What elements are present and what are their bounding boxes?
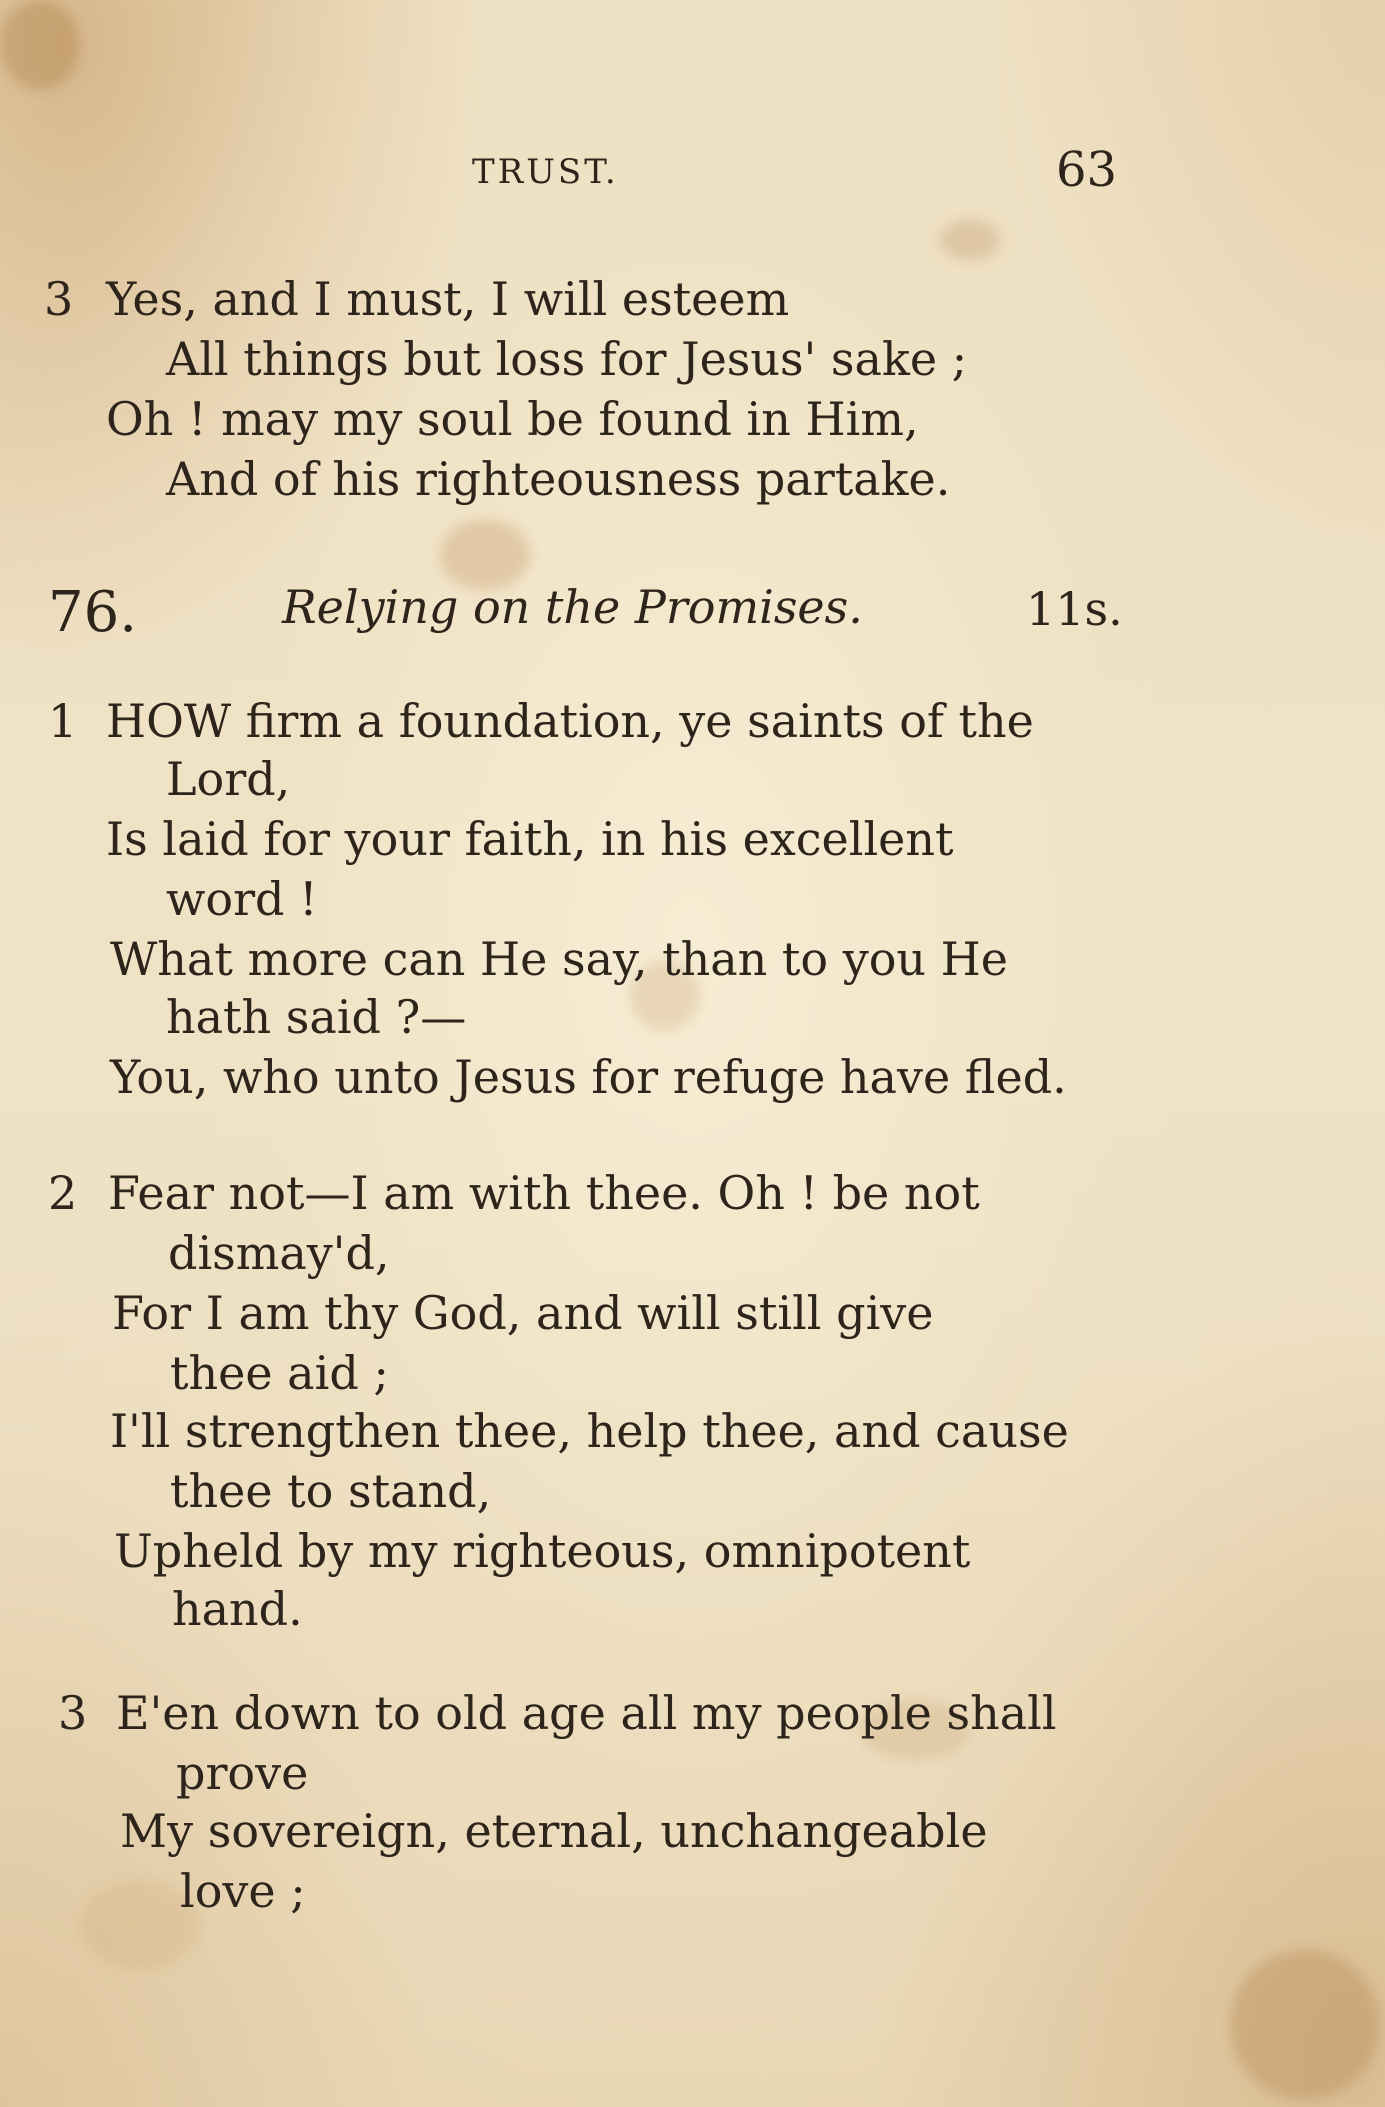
verse-line: thee aid ; <box>170 1346 389 1400</box>
verse-line: And of his righteousness partake. <box>166 452 951 506</box>
verse-line: Is laid for your faith, in his excellent <box>106 812 954 866</box>
verse-line: Upheld by my righteous, omnipotent <box>114 1524 971 1578</box>
verse-line: Fear not—I am with thee. Oh ! be not <box>108 1166 980 1220</box>
hymn-meter: 11s. <box>1026 582 1123 636</box>
verse-line: My sovereign, eternal, unchangeable <box>120 1804 988 1858</box>
verse-line: love ; <box>180 1864 306 1918</box>
verse-line: Oh ! may my soul be found in Him, <box>106 392 919 446</box>
page-number: 63 <box>1056 142 1118 198</box>
verse-line: I'll strengthen thee, help thee, and cause <box>110 1404 1069 1458</box>
paper-stain <box>0 0 80 90</box>
stanza-number: 3 <box>58 1686 88 1740</box>
verse-line: All things but loss for Jesus' sake ; <box>166 332 968 386</box>
verse-line: Lord, <box>166 752 291 806</box>
stanza-number: 1 <box>48 694 78 748</box>
verse-line: What more can He say, than to you He <box>110 932 1008 986</box>
verse-line: prove <box>176 1746 309 1800</box>
verse-line: For I am thy God, and will still give <box>112 1286 934 1340</box>
verse-line: HOW firm a foundation, ye saints of the <box>106 694 1034 748</box>
verse-line: hath said ?— <box>166 990 467 1044</box>
paper-stain <box>940 220 1000 260</box>
paper-stain <box>1230 1950 1380 2100</box>
verse-line: dismay'd, <box>168 1226 390 1280</box>
verse-line: hand. <box>172 1582 303 1636</box>
verse-line: Yes, and I must, I will esteem <box>106 272 790 326</box>
hymn-title: Relying on the Promises. <box>282 580 863 634</box>
stanza-number: 3 <box>44 272 74 326</box>
verse-line: You, who unto Jesus for refuge have fled. <box>110 1050 1067 1104</box>
stanza-number: 2 <box>48 1166 78 1220</box>
running-head: TRUST. <box>472 152 619 192</box>
verse-line: word ! <box>166 872 318 926</box>
hymn-number: 76. <box>48 580 138 645</box>
verse-line: E'en down to old age all my people shall <box>116 1686 1057 1740</box>
verse-line: thee to stand, <box>170 1464 492 1518</box>
